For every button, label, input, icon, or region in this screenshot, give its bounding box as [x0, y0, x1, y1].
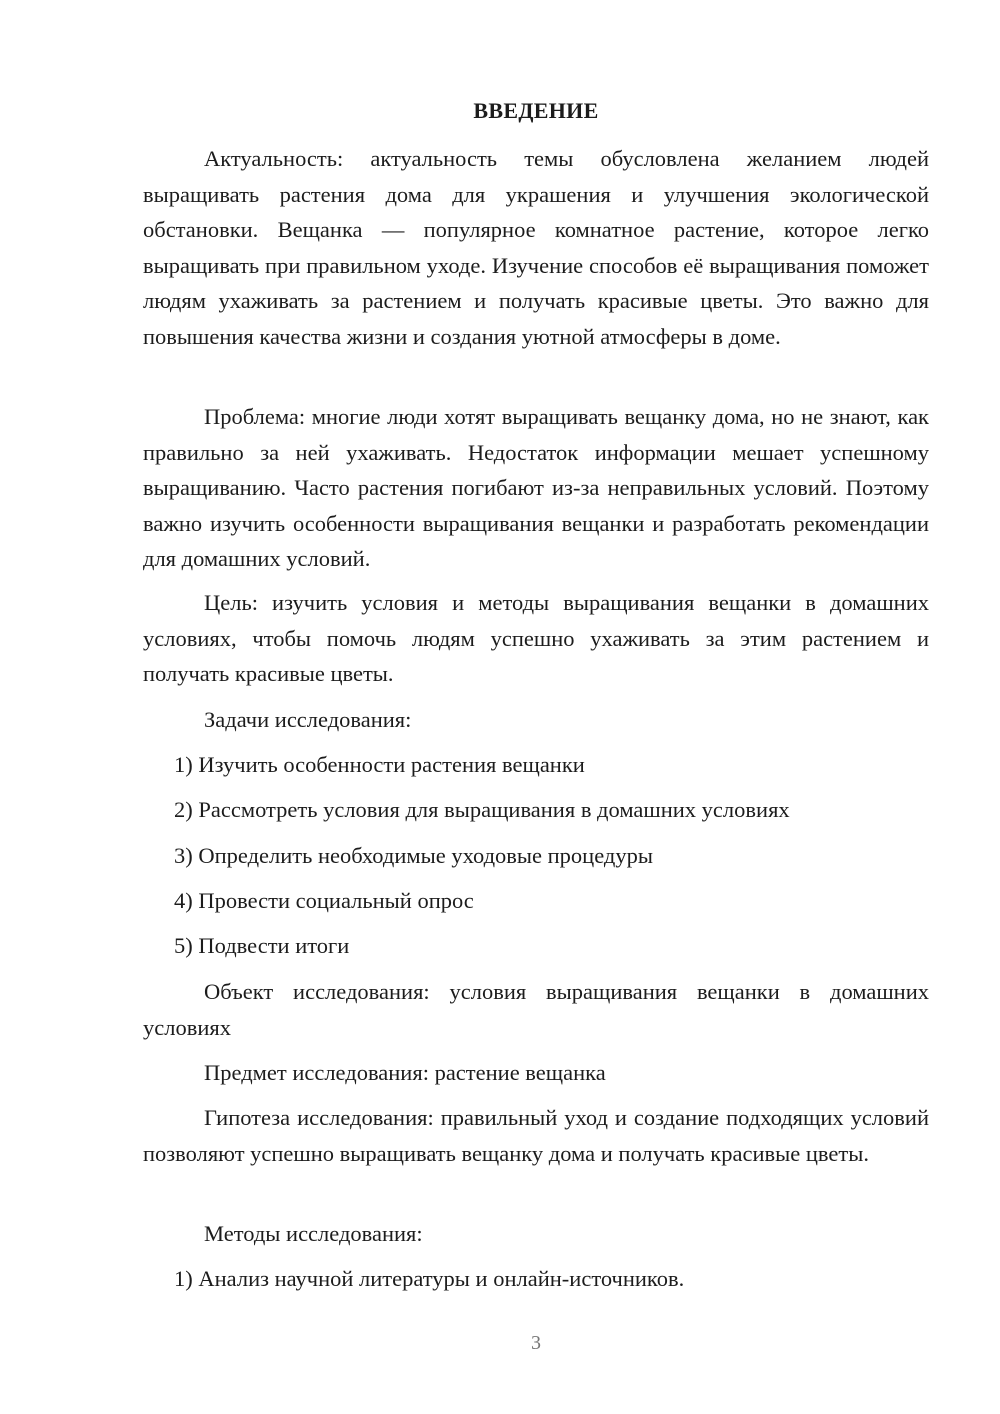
methods-heading: Методы исследования: — [204, 1221, 423, 1246]
page-number: 3 — [531, 1332, 541, 1354]
task-item-1: 1) Изучить особенности растения вещанки — [174, 752, 585, 777]
task-item-4: 4) Провести социальный опрос — [174, 888, 474, 913]
tasks-heading: Задачи исследования: — [204, 707, 412, 732]
goal-paragraph: Цель: изучить условия и методы выращивания вещанки в домашних условиях, чтобы помочь людям успешно ухаживать за этим растением и получать красивые цветы. — [143, 590, 929, 686]
task-item-2: 2) Рассмотреть условия для выращивания в домашних условиях — [174, 797, 790, 822]
method-item-1: 1) Анализ научной литературы и онлайн-источников. — [174, 1266, 685, 1291]
task-item-3: 3) Определить необходимые уходовые процедуры — [174, 843, 653, 868]
section-title: ВВЕДЕНИЕ — [473, 98, 599, 123]
problem-paragraph: Проблема: многие люди хотят выращивать вещанку дома, но не знают, как правильно за ней ухаживать. Недостаток информации мешает успешному выращиванию. Часто растения погибают из-за неправильных условий. Поэтому важно изучить особенности выращивания вещанки и разработать рекомендации для домашних условий. — [143, 404, 929, 571]
subject-line: Предмет исследования: растение вещанка — [204, 1060, 606, 1085]
hypothesis-paragraph: Гипотеза исследования: правильный уход и создание подходящих условий позволяют успешно выращивать вещанку дома и получать красивые цветы. — [143, 1105, 929, 1166]
task-item-5: 5) Подвести итоги — [174, 933, 350, 958]
object-paragraph: Объект исследования: условия выращивания вещанки в домашних условиях — [143, 979, 929, 1040]
relevance-paragraph: Актуальность: актуальность темы обусловлена желанием людей выращивать растения дома для украшения и улучшения экологической обстановки. Вещанка — популярное комнатное растение, которое легко выращивать при правильном уходе. Изучение способов её выращивания поможет людям ухаживать за растением и получать красивые цветы. Это важно для повышения качества жизни и создания уютной атмосферы в доме. — [143, 146, 929, 349]
